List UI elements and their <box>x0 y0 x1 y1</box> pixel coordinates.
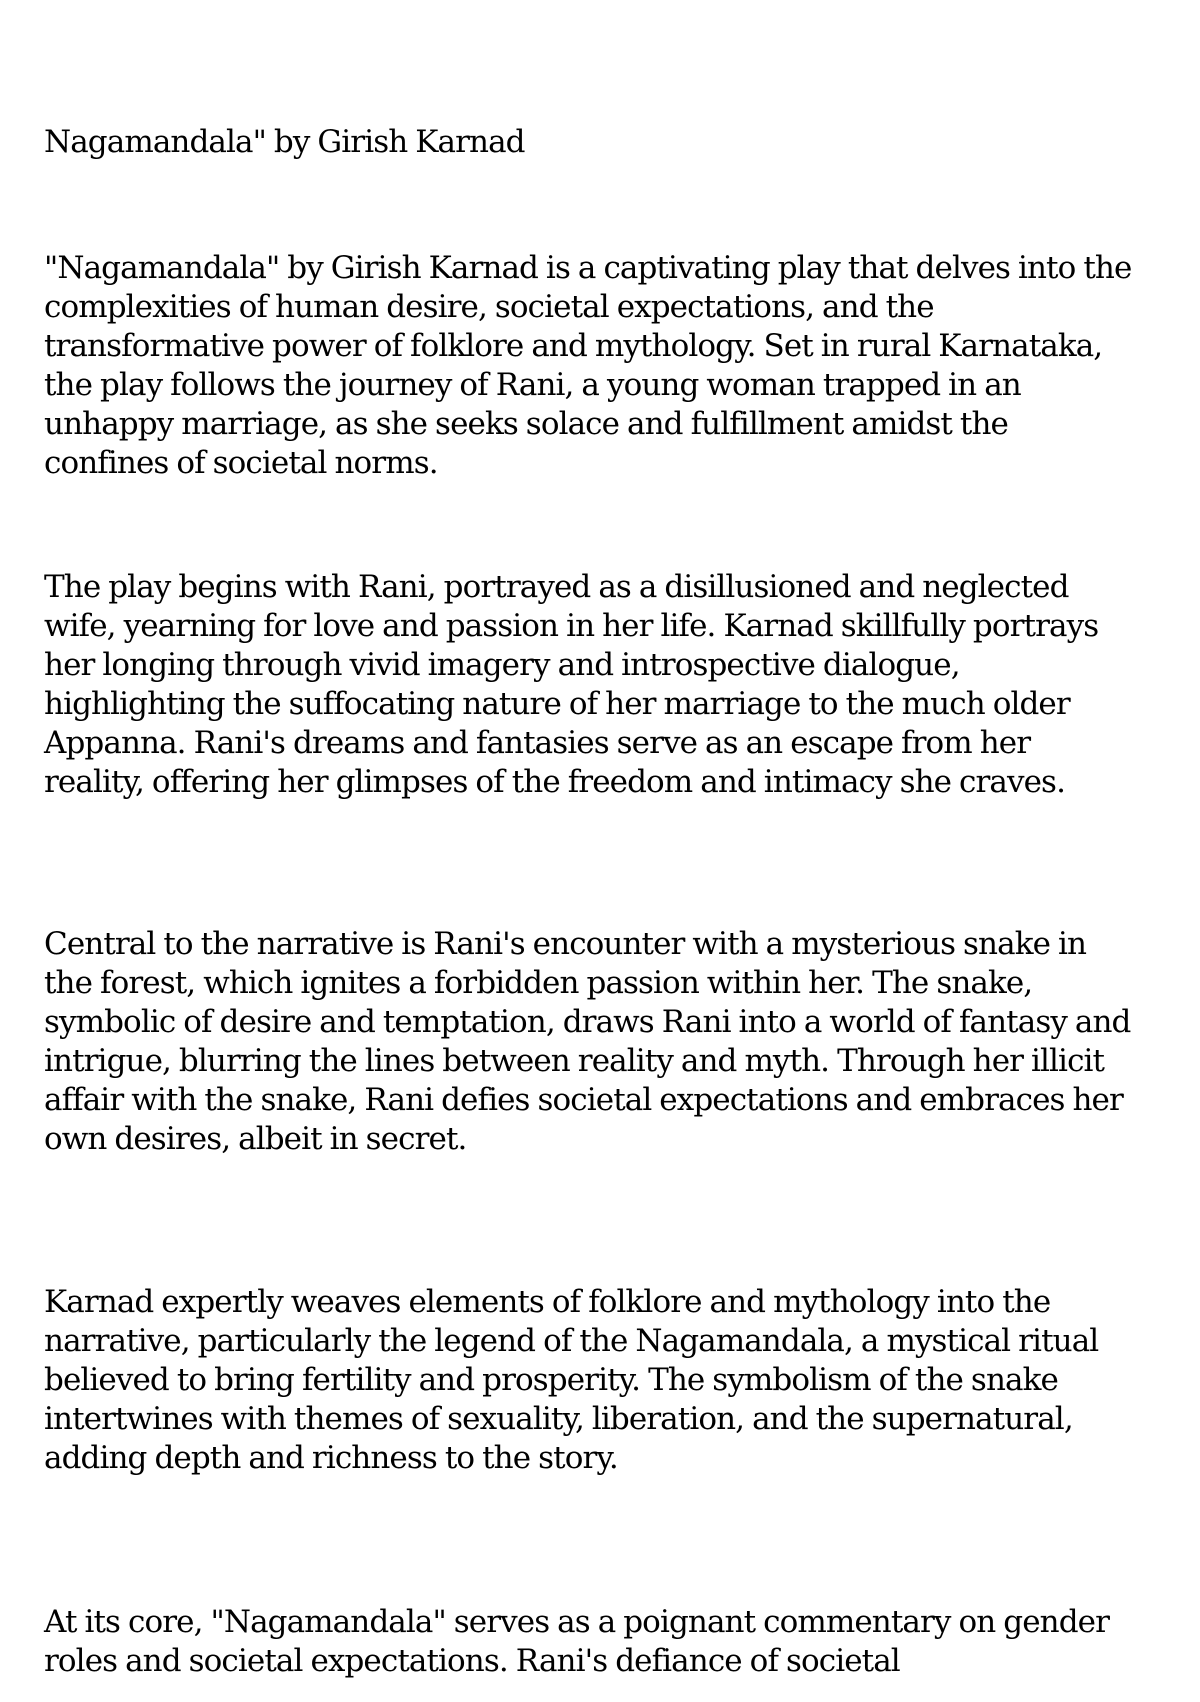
paragraph-2: The play begins with Rani, portrayed as a disillusioned and neglected wife, yearning for love and passion in her life. Karnad skillfully portrays her longing through vivid imagery and introspective dialogue, highlighting the suffocating nature of her marriage to the much older Appanna. Rani's dreams and fantasies serve as an escape from her reality, offering her glimpses of the freedom and intimacy she craves. <box>44 569 1099 800</box>
document-title: Nagamandala" by Girish Karnad <box>44 124 525 160</box>
paragraph-4: Karnad expertly weaves elements of folklore and mythology into the narrative, particularly the legend of the Nagamandala, a mystical ritual believed to bring fertility and prosperity. The symbolism of the snake intertwines with themes of sexuality, liberation, and the supernatural, adding depth and richness to the story. <box>44 1284 1099 1476</box>
paragraph-1: "Nagamandala" by Girish Karnad is a captivating play that delves into the complexities of human desire, societal expectations, and the transformative power of folklore and mythology. Set in rural Karnataka, the play follows the journey of Rani, a young woman trapped in an unhappy marriage, as she seeks solace and fulfillment amidst the confines of societal norms. <box>44 250 1132 481</box>
paragraph-5: At its core, "Nagamandala" serves as a poignant commentary on gender roles and societal expectations. Rani's defiance of societal <box>44 1604 1110 1679</box>
paragraph-3: Central to the narrative is Rani's encounter with a mysterious snake in the forest, which ignites a forbidden passion within her. The snake, symbolic of desire and temptation, draws Rani into a world of fantasy and intrigue, blurring the lines between reality and myth. Through her illicit affair with the snake, Rani defies societal expectations and embraces her own desires, albeit in secret. <box>44 926 1131 1157</box>
